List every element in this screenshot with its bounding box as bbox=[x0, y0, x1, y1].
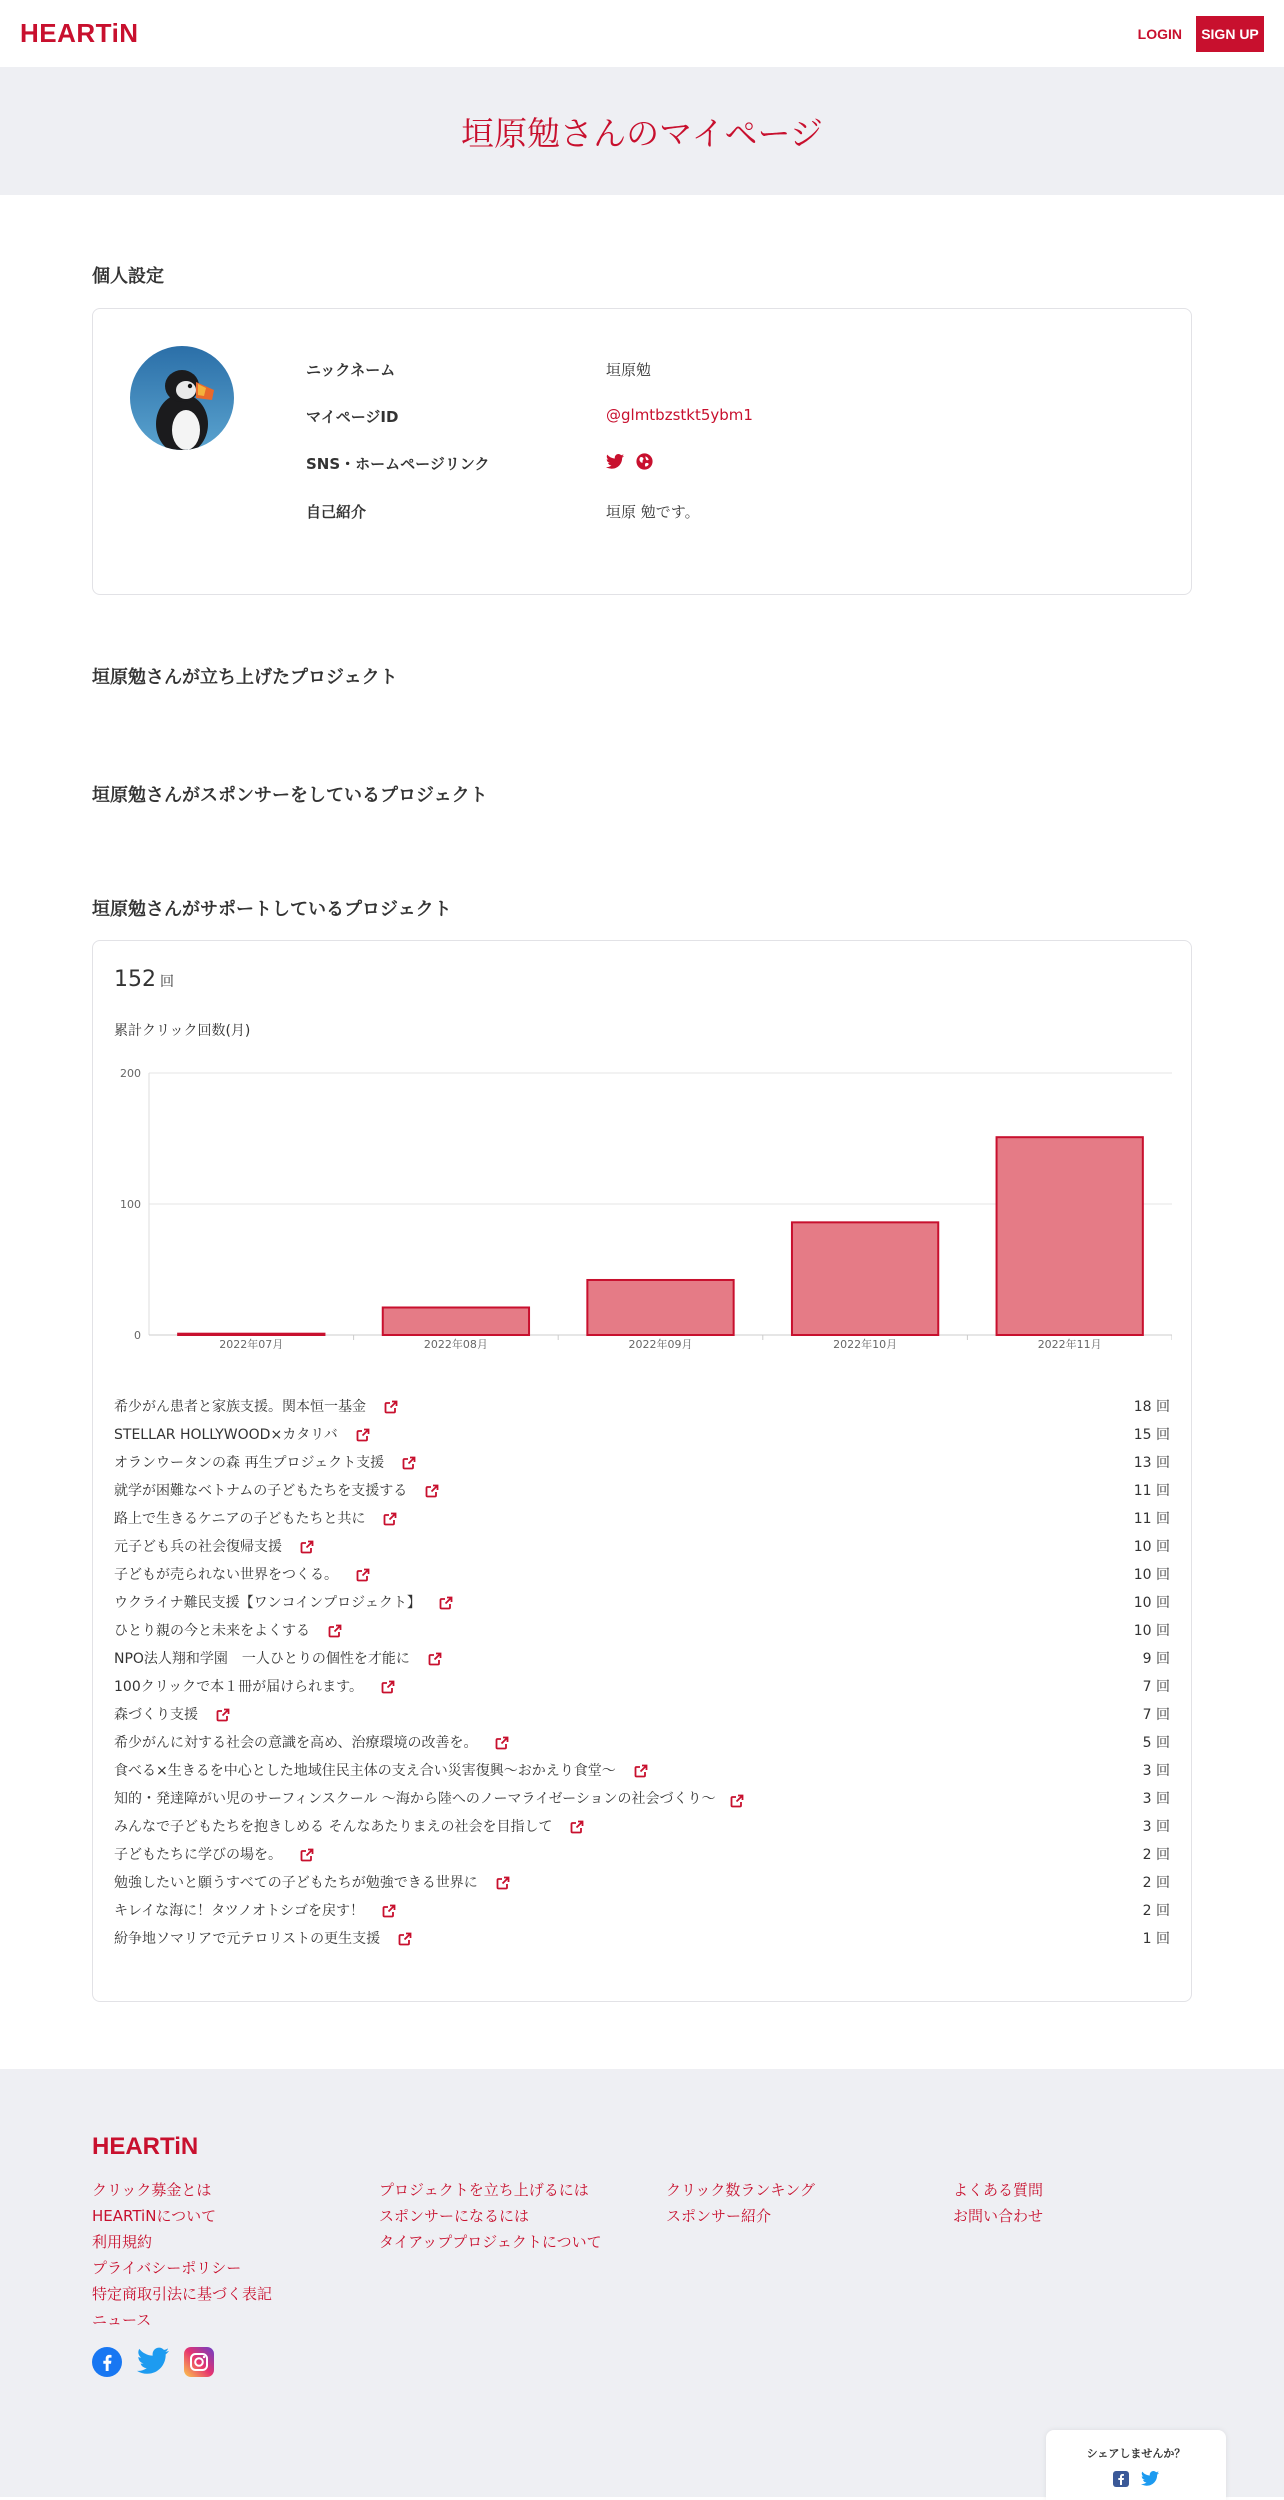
footer-link[interactable]: スポンサー紹介 bbox=[666, 2207, 772, 2225]
login-link[interactable]: LOGIN bbox=[1137, 25, 1182, 42]
footer-link[interactable]: 利用規約 bbox=[92, 2233, 153, 2251]
supporting-projects-heading: 垣原勉さんがサポートしているプロジェクト bbox=[92, 899, 452, 920]
footer-link[interactable]: 特定商取引法に基づく表記 bbox=[92, 2285, 273, 2303]
project-name-wrap bbox=[114, 1533, 314, 1561]
sns-label: SNS・ホームページリンク bbox=[306, 455, 490, 473]
nickname-label: ニックネーム bbox=[306, 361, 396, 379]
footer-link[interactable]: プライバシーポリシー bbox=[92, 2259, 242, 2277]
bar[interactable] bbox=[997, 1137, 1143, 1335]
project-name-wrap bbox=[114, 1729, 509, 1757]
instagram-icon[interactable] bbox=[184, 2347, 214, 2381]
site-header bbox=[0, 0, 1284, 67]
total-clicks-value: 152 bbox=[114, 967, 156, 992]
twitter-share-icon[interactable] bbox=[1141, 2471, 1159, 2491]
twitter-icon[interactable] bbox=[137, 2347, 169, 2381]
project-click-count: 2 回 bbox=[1142, 1903, 1170, 1919]
project-name-wrap bbox=[114, 1617, 342, 1645]
project-name[interactable]: 勉強したいと願うすべての子どもたちが勉強できる世界に bbox=[114, 1875, 478, 1891]
project-row bbox=[114, 1505, 1170, 1533]
project-row bbox=[114, 1589, 1170, 1617]
project-name[interactable]: 知的・発達障がい児のサーフィンスクール ～海から陸へのノーマライゼーションの社会づくり～ bbox=[114, 1791, 716, 1807]
project-click-count: 7 回 bbox=[1142, 1707, 1170, 1723]
personal-settings-heading: 個人設定 bbox=[92, 266, 164, 287]
mypage-id-label: マイページID bbox=[306, 408, 399, 426]
external-link-icon[interactable] bbox=[300, 1540, 314, 1554]
project-name[interactable]: 100クリックで本１冊が届けられます。 bbox=[114, 1679, 364, 1695]
project-name-wrap bbox=[114, 1589, 453, 1617]
x-tick-label: 2022年09月 bbox=[628, 1338, 693, 1349]
project-name-wrap bbox=[114, 1477, 439, 1505]
support-card bbox=[92, 940, 1192, 2002]
project-name-wrap bbox=[114, 1561, 370, 1589]
footer-logo[interactable]: HEARTiN bbox=[92, 2133, 199, 2160]
external-link-icon[interactable] bbox=[634, 1764, 648, 1778]
site-logo[interactable]: HEARTiN bbox=[20, 18, 139, 48]
project-name[interactable]: 子どもが売られない世界をつくる。 bbox=[114, 1567, 338, 1583]
nickname-row bbox=[306, 359, 651, 380]
project-name[interactable]: 路上で生きるケニアの子どもたちと共に bbox=[114, 1511, 366, 1527]
project-click-count: 2 回 bbox=[1142, 1875, 1170, 1891]
project-name[interactable]: 森づくり支援 bbox=[114, 1707, 198, 1723]
project-name[interactable]: 就学が困難なベトナムの子どもたちを支援する bbox=[114, 1483, 408, 1499]
chart-title: 累計クリック回数(月) bbox=[114, 1023, 251, 1039]
project-click-count: 15 回 bbox=[1133, 1427, 1170, 1443]
project-click-count: 18 回 bbox=[1133, 1399, 1170, 1415]
project-name-wrap bbox=[114, 1673, 395, 1701]
project-name-wrap bbox=[114, 1869, 510, 1897]
project-name-wrap bbox=[114, 1813, 584, 1841]
launched-projects-heading: 垣原勉さんが立ち上げたプロジェクト bbox=[92, 667, 398, 688]
external-link-icon[interactable] bbox=[384, 1400, 398, 1414]
external-link-icon[interactable] bbox=[730, 1794, 744, 1808]
project-row bbox=[114, 1841, 1170, 1869]
project-row bbox=[114, 1449, 1170, 1477]
project-name-wrap bbox=[114, 1897, 396, 1925]
footer-link[interactable]: プロジェクトを立ち上げるには bbox=[379, 2181, 589, 2199]
footer-link[interactable]: よくある質問 bbox=[953, 2181, 1044, 2199]
project-click-count: 13 回 bbox=[1133, 1455, 1170, 1471]
nickname-value: 垣原勉 bbox=[606, 361, 652, 379]
facebook-icon[interactable] bbox=[92, 2347, 122, 2381]
project-name[interactable]: キレイな海に！タツノオトシゴを戻す！ bbox=[114, 1903, 365, 1919]
project-name-wrap bbox=[114, 1645, 442, 1673]
project-row bbox=[114, 1701, 1170, 1729]
share-widget bbox=[1046, 2430, 1226, 2500]
external-link-icon[interactable] bbox=[356, 1428, 370, 1442]
project-name-wrap bbox=[114, 1449, 416, 1477]
project-row bbox=[114, 1533, 1170, 1561]
external-link-icon[interactable] bbox=[383, 1512, 397, 1526]
footer-link[interactable]: ニュース bbox=[92, 2311, 152, 2329]
project-click-count: 11 回 bbox=[1133, 1483, 1170, 1499]
project-click-count: 9 回 bbox=[1142, 1651, 1170, 1667]
project-row bbox=[114, 1785, 1170, 1813]
facebook-share-icon[interactable] bbox=[1113, 2471, 1129, 2491]
project-name[interactable]: ウクライナ難民支援【ワンコインプロジェクト】 bbox=[114, 1595, 421, 1611]
profile-card bbox=[92, 308, 1192, 595]
globe-icon[interactable] bbox=[636, 453, 653, 474]
project-row bbox=[114, 1645, 1170, 1673]
project-row bbox=[114, 1869, 1170, 1897]
external-link-icon[interactable] bbox=[356, 1568, 370, 1582]
project-name[interactable]: みんなで子どもたちを抱きしめる そんなあたりまえの社会を目指して bbox=[114, 1819, 553, 1835]
external-link-icon[interactable] bbox=[300, 1848, 314, 1862]
project-name-wrap bbox=[114, 1757, 648, 1785]
footer-link[interactable]: タイアッププロジェクトについて bbox=[379, 2233, 602, 2251]
external-link-icon[interactable] bbox=[216, 1708, 230, 1722]
project-row bbox=[114, 1813, 1170, 1841]
project-row bbox=[114, 1421, 1170, 1449]
project-click-count: 10 回 bbox=[1133, 1567, 1170, 1583]
project-click-count: 10 回 bbox=[1133, 1595, 1170, 1611]
footer-column-2 bbox=[379, 2177, 602, 2255]
project-row bbox=[114, 1617, 1170, 1645]
bar[interactable] bbox=[587, 1280, 733, 1335]
external-link-icon[interactable] bbox=[381, 1680, 395, 1694]
footer-link[interactable]: スポンサーになるには bbox=[379, 2207, 530, 2225]
project-name[interactable]: 元子ども兵の社会復帰支援 bbox=[114, 1539, 282, 1555]
external-link-icon[interactable] bbox=[495, 1736, 509, 1750]
external-link-icon[interactable] bbox=[496, 1876, 510, 1890]
sponsoring-projects-heading: 垣原勉さんがスポンサーをしているプロジェクト bbox=[92, 785, 488, 806]
footer-link[interactable]: HEARTiNについて bbox=[92, 2207, 217, 2225]
page-title-band bbox=[0, 67, 1284, 195]
project-click-count: 1 回 bbox=[1142, 1931, 1170, 1947]
bar[interactable] bbox=[383, 1307, 529, 1335]
project-row bbox=[114, 1561, 1170, 1589]
external-link-icon[interactable] bbox=[402, 1456, 416, 1470]
x-tick-label: 2022年07月 bbox=[219, 1338, 284, 1349]
footer-link[interactable]: クリック募金とは bbox=[92, 2181, 212, 2199]
sns-row bbox=[306, 453, 653, 474]
project-name[interactable]: 希少がん患者と家族支援。関本恒一基金 bbox=[114, 1399, 366, 1415]
y-tick-label: 0 bbox=[134, 1329, 141, 1342]
footer-link[interactable]: お問い合わせ bbox=[953, 2207, 1044, 2225]
social-links bbox=[92, 2347, 214, 2381]
project-click-count: 3 回 bbox=[1142, 1791, 1170, 1807]
project-name-wrap bbox=[114, 1505, 397, 1533]
project-row bbox=[114, 1393, 1170, 1421]
y-tick-label: 200 bbox=[120, 1067, 141, 1080]
project-name[interactable]: 食べる×生きるを中心とした地域住民主体の支え合い災害復興～おかえり食堂～ bbox=[114, 1763, 616, 1779]
project-click-count: 11 回 bbox=[1133, 1511, 1170, 1527]
project-click-count: 10 回 bbox=[1133, 1623, 1170, 1639]
x-tick-label: 2022年08月 bbox=[423, 1338, 488, 1349]
footer-column-1 bbox=[92, 2177, 272, 2333]
project-click-count: 5 回 bbox=[1142, 1735, 1170, 1751]
project-name[interactable]: STELLAR HOLLYWOOD×カタリバ bbox=[114, 1427, 338, 1443]
project-name[interactable]: 子どもたちに学びの場を。 bbox=[114, 1847, 282, 1863]
total-clicks-unit: 回 bbox=[160, 974, 174, 990]
supported-project-list bbox=[114, 1393, 1170, 1953]
mypage-id-row bbox=[306, 406, 753, 427]
project-row bbox=[114, 1897, 1170, 1925]
project-click-count: 3 回 bbox=[1142, 1819, 1170, 1835]
project-name-wrap bbox=[114, 1841, 314, 1869]
bar[interactable] bbox=[178, 1334, 324, 1335]
footer-column-3 bbox=[666, 2177, 815, 2229]
project-name-wrap bbox=[114, 1701, 230, 1729]
project-name[interactable]: 紛争地ソマリアで元テロリストの更生支援 bbox=[114, 1931, 381, 1947]
project-click-count: 3 回 bbox=[1142, 1763, 1170, 1779]
project-row bbox=[114, 1729, 1170, 1757]
bio-row bbox=[306, 501, 700, 522]
project-row bbox=[114, 1477, 1170, 1505]
external-link-icon[interactable] bbox=[328, 1624, 342, 1638]
y-tick-label: 100 bbox=[120, 1198, 141, 1211]
bio-value: 垣原 勉です。 bbox=[606, 503, 700, 521]
bio-label: 自己紹介 bbox=[306, 503, 367, 521]
footer-column-4 bbox=[953, 2177, 1043, 2229]
project-name-wrap bbox=[114, 1925, 412, 1953]
external-link-icon[interactable] bbox=[425, 1484, 439, 1498]
twitter-icon[interactable] bbox=[606, 454, 624, 473]
project-row bbox=[114, 1757, 1170, 1785]
project-click-count: 7 回 bbox=[1142, 1679, 1170, 1695]
external-link-icon[interactable] bbox=[382, 1904, 396, 1918]
avatar bbox=[130, 346, 234, 450]
monthly-clicks-chart bbox=[114, 1059, 1172, 1349]
project-name-wrap bbox=[114, 1421, 370, 1449]
total-clicks bbox=[114, 967, 174, 992]
x-tick-label: 2022年11月 bbox=[1037, 1338, 1102, 1349]
share-title: シェアしませんか？ bbox=[1086, 2447, 1186, 2460]
footer-link[interactable]: クリック数ランキング bbox=[666, 2181, 815, 2199]
project-name[interactable]: NPO法人翔和学園 一人ひとりの個性を才能に bbox=[114, 1651, 410, 1667]
x-tick-label: 2022年10月 bbox=[833, 1338, 898, 1349]
external-link-icon[interactable] bbox=[398, 1932, 412, 1946]
main-content bbox=[92, 262, 1192, 2002]
project-row bbox=[114, 1673, 1170, 1701]
project-click-count: 10 回 bbox=[1133, 1539, 1170, 1555]
project-click-count: 2 回 bbox=[1142, 1847, 1170, 1863]
signup-button[interactable]: SIGN UP bbox=[1196, 16, 1264, 52]
project-row bbox=[114, 1925, 1170, 1953]
project-name[interactable]: ひとり親の今と未来をよくする bbox=[114, 1623, 310, 1639]
project-name[interactable]: オランウータンの森 再生プロジェクト支援 bbox=[114, 1455, 385, 1471]
external-link-icon[interactable] bbox=[570, 1820, 584, 1834]
bar[interactable] bbox=[792, 1222, 938, 1335]
page-title: 垣原勉さんのマイページ bbox=[461, 113, 823, 153]
project-name-wrap bbox=[114, 1785, 744, 1813]
project-name[interactable]: 希少がんに対する社会の意識を高め、治療環境の改善を。 bbox=[114, 1735, 478, 1751]
external-link-icon[interactable] bbox=[439, 1596, 453, 1610]
site-footer bbox=[0, 2069, 1284, 2497]
mypage-id-value[interactable]: @glmtbzstkt5ybm1 bbox=[606, 406, 753, 424]
project-name-wrap bbox=[114, 1393, 398, 1421]
external-link-icon[interactable] bbox=[428, 1652, 442, 1666]
